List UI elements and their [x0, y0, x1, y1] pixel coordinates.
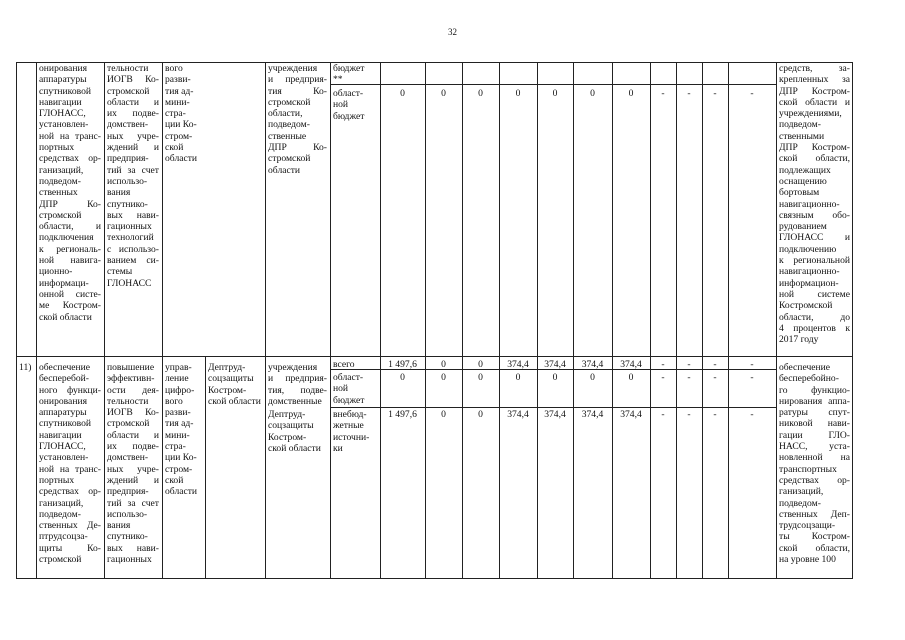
- cell-line: ДПР Ко-: [39, 198, 101, 210]
- column-rule: [462, 62, 463, 579]
- cell-line: бортовым: [779, 187, 820, 199]
- row-11-offbudget-value: 374,4: [581, 409, 604, 420]
- cell-line: ГЛОНАСС,: [39, 441, 86, 453]
- cell-line: онирования: [39, 63, 88, 74]
- continuation-value-cell: 0: [590, 88, 595, 99]
- cell-line: области: [165, 153, 198, 165]
- row-11-total-value: 0: [478, 359, 483, 370]
- cell-line: установлен-: [39, 452, 89, 464]
- row-11-number: 11): [19, 362, 32, 373]
- cell-line: области,: [268, 108, 303, 120]
- cell-line: ной на транс-: [39, 463, 101, 475]
- cell-line: ление: [165, 373, 189, 385]
- subrow-separator: [330, 407, 777, 408]
- cell-line: использо-: [107, 175, 148, 187]
- cell-line: щиты Ко-: [39, 542, 101, 554]
- cell-line: 4 процентов к: [779, 322, 850, 334]
- cell-line: ратуры спут-: [779, 407, 850, 419]
- cell-line: ГЛОНАСС,: [39, 108, 86, 120]
- cell-line: домственные: [268, 395, 322, 407]
- cell-line: средств, за-: [779, 63, 850, 74]
- cell-line: стра-: [165, 441, 186, 453]
- cell-line: области: [165, 486, 198, 498]
- cell-line: стромской: [39, 554, 82, 566]
- cell-line: ного функци-: [39, 384, 101, 396]
- cell-line: ных учре-: [107, 130, 159, 142]
- cell-line: эффективн-: [107, 373, 155, 385]
- cell-line: повышение: [107, 362, 155, 373]
- continuation-value-cell: -: [661, 88, 665, 99]
- continuation-direction-cell: [165, 63, 203, 165]
- continuation-value-cell: -: [713, 88, 717, 99]
- cell-line: вого: [165, 395, 183, 407]
- cell-line: ГЛОНАСС и: [779, 232, 850, 244]
- cell-line: ственных Де-: [39, 520, 101, 532]
- cell-line: навигации: [39, 429, 82, 441]
- cell-line: ждений и: [107, 142, 159, 154]
- cell-line: ской: [165, 142, 184, 154]
- cell-line: **: [333, 74, 343, 86]
- cell-line: информаци-: [39, 277, 89, 289]
- cell-line: новленной на: [779, 452, 850, 464]
- cell-line: средствах ор-: [39, 486, 101, 498]
- cell-line: обеспечение: [39, 362, 91, 373]
- cell-line: и предприя-: [268, 373, 327, 385]
- row-11-regional-value: 0: [552, 372, 558, 383]
- cell-line: соцзащиты: [208, 373, 254, 385]
- column-rule: [676, 62, 677, 579]
- cell-line: на уровне 100: [779, 554, 836, 566]
- continuation-value-cell: -: [750, 88, 754, 99]
- continuation-value-cell: 0: [400, 88, 405, 99]
- row-11-participants-cell: [268, 362, 327, 407]
- cell-line: ИОГВ Ко-: [107, 407, 159, 419]
- cell-line: обеспечение: [779, 362, 831, 373]
- cell-line: ганизаций,: [39, 164, 84, 176]
- cell-line: спутниковой: [39, 85, 92, 97]
- cell-line: спутнико-: [107, 198, 148, 210]
- cell-line: источни-: [333, 431, 370, 443]
- cell-line: бесперебой-: [39, 373, 89, 385]
- row-11-regional-value: 0: [478, 372, 483, 383]
- cell-line: бесперебойно-: [779, 373, 839, 385]
- row-11-offbudget-value: 0: [478, 409, 483, 420]
- table-bottom-rule: [16, 578, 853, 579]
- cell-line: стромской: [39, 209, 82, 221]
- row-11-direction-cell: [165, 362, 203, 498]
- column-rule: [499, 62, 500, 579]
- cell-line: ской: [165, 474, 184, 486]
- row-separator: [16, 356, 853, 357]
- continuation-source-budget-cell: [333, 63, 377, 86]
- cell-line: ской области,: [779, 542, 850, 554]
- cell-line: информацион-: [779, 277, 839, 289]
- column-rule: [205, 356, 206, 579]
- column-rule: [728, 62, 729, 579]
- cell-line: ной системе: [779, 288, 850, 300]
- row-11-total-value: -: [661, 359, 665, 370]
- cell-line: аппаратуры: [39, 74, 87, 86]
- row-11-total-value: 0: [441, 359, 446, 370]
- cell-line: ных учре-: [107, 463, 159, 475]
- row-11-regional-value: 0: [400, 372, 405, 383]
- cell-line: разви-: [165, 74, 191, 86]
- cell-line: ДПР Костром-: [779, 85, 850, 97]
- cell-line: средствах ор-: [39, 153, 101, 165]
- cell-line: портных: [39, 474, 75, 486]
- cell-line: домствен-: [107, 119, 149, 131]
- cell-line: ной на транс-: [39, 130, 101, 142]
- row-11-regional-value: -: [750, 372, 754, 383]
- row-11-total-value: 374,4: [544, 359, 566, 370]
- cell-line: стемы: [107, 266, 133, 278]
- cell-line: области: [268, 164, 301, 176]
- cell-line: ционно-: [39, 266, 73, 278]
- cell-line: ванием си-: [107, 255, 159, 267]
- continuation-source-regional-cell: [333, 88, 377, 122]
- row-11-indicator-cell: [107, 362, 159, 565]
- cell-line: ной: [333, 383, 349, 395]
- cell-line: ственных: [39, 187, 78, 199]
- cell-line: онной систе-: [39, 288, 101, 300]
- cell-line: ской области: [208, 395, 261, 407]
- cell-line: НАСС, уста-: [779, 441, 850, 453]
- column-rule: [537, 62, 538, 579]
- cell-line: тельности: [107, 395, 149, 407]
- cell-line: ской области и: [779, 96, 850, 108]
- cell-line: подключения: [39, 232, 94, 244]
- cell-line: навигационно-: [779, 198, 840, 210]
- continuation-activity-cell: [39, 63, 101, 323]
- cell-line: цифро-: [165, 384, 195, 396]
- cell-line: ной навига-: [39, 255, 101, 267]
- continuation-value-cell: 0: [478, 88, 483, 99]
- cell-line: стромской: [107, 418, 150, 430]
- row-11-total-value: -: [713, 359, 717, 370]
- cell-line: подведом-: [779, 119, 821, 131]
- cell-line: связным обо-: [779, 209, 850, 221]
- row-11-offbudget-value: -: [687, 409, 691, 420]
- cell-line: рудованием: [779, 221, 827, 233]
- cell-line: стром-: [165, 463, 193, 475]
- column-rule: [380, 62, 381, 579]
- cell-line: вых нави-: [107, 209, 159, 221]
- row-11-regional-value: 0: [441, 372, 446, 383]
- cell-line: гации ГЛО-: [779, 429, 850, 441]
- cell-line: ты Костром-: [779, 531, 850, 543]
- cell-line: предприя-: [107, 486, 149, 498]
- row-11-total-value: -: [750, 359, 754, 370]
- row-11-offbudget-value: -: [713, 409, 717, 420]
- continuation-indicator-cell: [107, 63, 159, 289]
- cell-line: спутниковой: [39, 418, 92, 430]
- cell-line: использо-: [107, 508, 148, 520]
- cell-line: Костромской: [779, 300, 833, 312]
- cell-line: домствен-: [107, 452, 149, 464]
- cell-line: ской области,: [779, 153, 850, 165]
- cell-line: 2017 году: [779, 334, 819, 346]
- cell-line: учреждениями,: [779, 108, 842, 120]
- cell-line: Дептруд-: [208, 362, 246, 373]
- cell-line: стромской: [268, 96, 311, 108]
- cell-line: подведом-: [39, 175, 81, 187]
- cell-line: ственными: [779, 130, 825, 142]
- cell-line: тия ад-: [165, 418, 194, 430]
- source-separator: [330, 84, 777, 85]
- cell-line: и предприя-: [268, 74, 327, 86]
- cell-line: подлежащих: [779, 164, 831, 176]
- cell-line: их подве-: [107, 441, 159, 453]
- cell-line: управ-: [165, 362, 192, 373]
- cell-line: бюджет: [333, 63, 365, 74]
- row-11-total-value: 1 497,6: [388, 359, 417, 370]
- row-11-offbudget-value: 0: [441, 409, 446, 420]
- cell-line: оснащению: [779, 175, 827, 187]
- row-11-regional-value: -: [661, 372, 665, 383]
- continuation-value-cell: 0: [628, 88, 634, 99]
- row-11-regional-value: 0: [515, 372, 521, 383]
- cell-line: портных: [39, 142, 75, 154]
- cell-line: област-: [333, 372, 364, 383]
- page-number: 32: [448, 27, 457, 37]
- cell-line: ной: [333, 99, 349, 111]
- continuation-value-cell: 0: [441, 88, 446, 99]
- row-11-regional-value: 0: [628, 372, 634, 383]
- cell-line: тия, подве-: [268, 384, 327, 396]
- cell-line: гационных: [107, 554, 152, 566]
- column-rule: [573, 62, 574, 579]
- row-11-activity-cell: [39, 362, 101, 565]
- cell-line: крепленных за: [779, 74, 850, 86]
- row-11-participants-cell-2: [268, 409, 327, 454]
- cell-line: ИОГВ Ко-: [107, 74, 159, 86]
- continuation-value-cell: 0: [552, 88, 558, 99]
- cell-line: разви-: [165, 407, 191, 419]
- row-11-regional-value: -: [687, 372, 691, 383]
- cell-line: области и: [107, 429, 159, 441]
- cell-line: учреждения: [268, 362, 318, 373]
- cell-line: стромской: [268, 153, 311, 165]
- continuation-value-cell: -: [687, 88, 691, 99]
- column-rule: [330, 62, 331, 579]
- cell-line: ганизаций,: [779, 486, 824, 498]
- cell-line: ГЛОНАСС: [107, 277, 152, 289]
- cell-line: к региональной: [779, 255, 850, 267]
- cell-line: ской области: [268, 442, 321, 454]
- cell-line: ции Ко-: [165, 452, 197, 464]
- cell-line: ДПР Ко-: [268, 142, 327, 154]
- cell-line: Дептруд-: [268, 409, 306, 420]
- continuation-participants-cell: [268, 63, 327, 176]
- cell-line: стра-: [165, 108, 186, 120]
- cell-line: ственные: [268, 130, 307, 142]
- row-11-regional-value: 0: [590, 372, 595, 383]
- cell-line: вания: [107, 187, 131, 199]
- row-11-offbudget-value: 1 497,6: [388, 409, 417, 420]
- cell-line: их подве-: [107, 108, 159, 120]
- row-11-total-value: 374,4: [620, 359, 642, 370]
- cell-line: ции Ко-: [165, 119, 197, 131]
- cell-line: технологий: [107, 232, 154, 244]
- cell-line: соцзащиты: [268, 420, 314, 432]
- row-11-offbudget-value: -: [661, 409, 665, 420]
- cell-line: предприя-: [107, 153, 149, 165]
- cell-line: внебюд-: [333, 409, 367, 420]
- column-rule: [702, 62, 703, 579]
- cell-line: бюджет: [333, 394, 365, 406]
- cell-line: гационных: [107, 221, 152, 233]
- column-rule: [265, 62, 266, 579]
- row-11-total-value: 374,4: [507, 359, 529, 370]
- row-11-total-value: 374,4: [581, 359, 604, 370]
- cell-line: тия Ко-: [268, 85, 327, 97]
- cell-line: никовой нави-: [779, 418, 850, 430]
- cell-line: ме Костром-: [39, 300, 101, 312]
- cell-line: подведом-: [39, 508, 81, 520]
- cell-line: транспортных: [779, 463, 837, 475]
- cell-line: подведом-: [268, 119, 310, 131]
- cell-line: онирования: [39, 395, 88, 407]
- cell-line: ской области: [39, 311, 92, 323]
- cell-line: стромской: [107, 85, 150, 97]
- cell-line: Костром-: [208, 384, 247, 396]
- column-rule: [36, 62, 37, 579]
- row-11-offbudget-value: -: [750, 409, 754, 420]
- cell-line: мини-: [165, 429, 190, 441]
- continuation-value-cell: 0: [515, 88, 521, 99]
- cell-line: ственных Деп-: [779, 508, 850, 520]
- cell-line: нирования аппа-: [779, 395, 850, 407]
- row-11-source-offbudget: [333, 409, 377, 454]
- cell-line: тия ад-: [165, 85, 194, 97]
- cell-line: области и: [107, 96, 159, 108]
- cell-line: тий за счет: [107, 497, 159, 509]
- cell-line: учреждения: [268, 63, 318, 74]
- cell-line: трудсоцзащи-: [779, 520, 836, 532]
- cell-line: навигации: [39, 96, 82, 108]
- cell-line: тий за счет: [107, 164, 159, 176]
- cell-line: установлен-: [39, 119, 89, 131]
- row-11-source-total: всего: [333, 359, 355, 370]
- cell-line: Костром-: [268, 431, 307, 443]
- column-rule: [16, 62, 17, 579]
- cell-line: навигационно-: [779, 266, 840, 278]
- cell-line: бюджет: [333, 110, 365, 122]
- cell-line: подведом-: [779, 497, 821, 509]
- cell-line: област-: [333, 88, 364, 99]
- column-rule: [776, 62, 777, 579]
- column-rule: [852, 62, 853, 579]
- cell-line: стром-: [165, 130, 193, 142]
- column-rule: [612, 62, 613, 579]
- row-11-executor-cell: [208, 362, 262, 407]
- cell-line: области, и: [39, 221, 101, 233]
- cell-line: области, до: [779, 311, 850, 323]
- column-rule: [650, 62, 651, 579]
- row-11-offbudget-value: 374,4: [544, 409, 566, 420]
- row-11-result-cell: [779, 362, 850, 565]
- cell-line: вого: [165, 63, 183, 74]
- cell-line: ДПР Костром-: [779, 142, 850, 154]
- column-rule: [162, 62, 163, 579]
- cell-line: аппаратуры: [39, 407, 87, 419]
- cell-line: ганизаций,: [39, 497, 84, 509]
- cell-line: ждений и: [107, 474, 159, 486]
- continuation-result-cell: [779, 63, 850, 345]
- cell-line: вания: [107, 520, 131, 532]
- column-rule: [104, 62, 105, 579]
- cell-line: ки: [333, 442, 343, 454]
- cell-line: птрудсоцза-: [39, 531, 88, 543]
- cell-line: к региональ-: [39, 243, 101, 255]
- row-11-offbudget-value: 374,4: [507, 409, 529, 420]
- cell-line: вых нави-: [107, 542, 159, 554]
- cell-line: ости дея-: [107, 384, 159, 396]
- row-11-regional-value: -: [713, 372, 717, 383]
- cell-line: тельности: [107, 63, 149, 74]
- cell-line: подключению: [779, 243, 837, 255]
- cell-line: го функцио-: [779, 384, 850, 396]
- cell-line: средствах ор-: [779, 474, 850, 486]
- cell-line: спутнико-: [107, 531, 148, 543]
- cell-line: жетные: [333, 420, 364, 432]
- row-11-offbudget-value: 374,4: [620, 409, 642, 420]
- cell-line: с использо-: [107, 243, 159, 255]
- cell-line: мини-: [165, 96, 190, 108]
- column-rule: [425, 62, 426, 579]
- row-11-total-value: -: [687, 359, 691, 370]
- row-11-source-regional: [333, 372, 377, 406]
